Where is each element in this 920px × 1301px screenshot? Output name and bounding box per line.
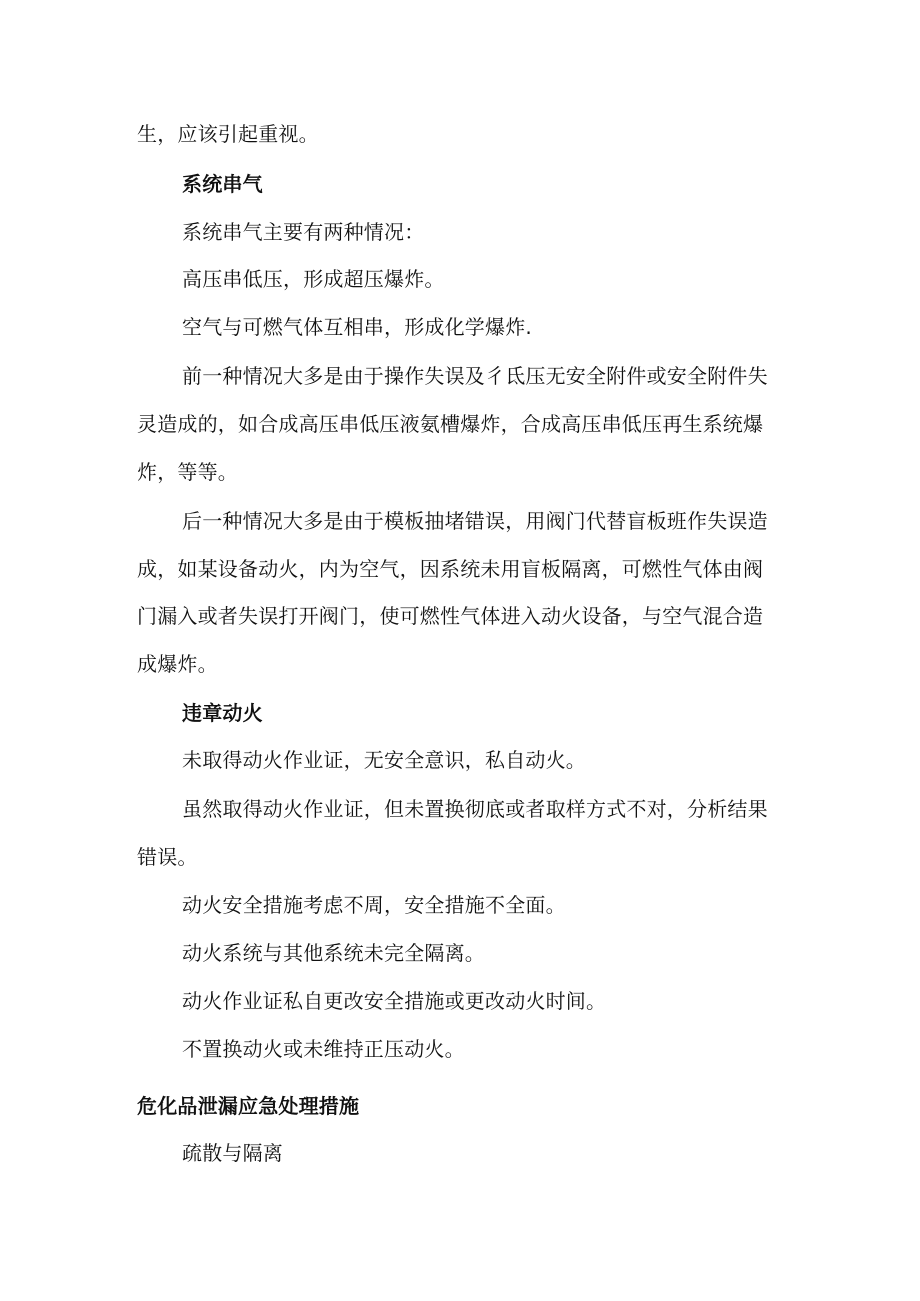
paragraph-line: 疏散与隔离 <box>182 1141 283 1165</box>
paragraph-line: 动火安全措施考虑不周，安全措施不全面。 <box>182 893 566 917</box>
paragraph-line: 前一种情况大多是由于操作失误及彳氐压无安全附件或安全附件失 <box>182 364 768 388</box>
paragraph-line: 错误。 <box>137 845 198 869</box>
paragraph-line: 生，应该引起重视。 <box>137 122 319 146</box>
paragraph-line: 成，如某设备动火，内为空气，因系统未用盲板隔离，可燃性气体由阀 <box>137 557 764 581</box>
paragraph-line: 未取得动火作业证，无安全意识，私自动火。 <box>182 748 586 772</box>
section-heading: 危化品泄漏应急处理措施 <box>137 1094 360 1118</box>
paragraph-line: 门漏入或者失误打开阀门，使可燃性气体进入动火设备，与空气混合造 <box>137 604 764 628</box>
paragraph-line: 系统串气主要有两种情况： <box>182 220 425 244</box>
paragraph-line: 成爆炸。 <box>137 652 218 676</box>
paragraph-line: 不置换动火或未维持正压动火。 <box>182 1037 465 1061</box>
paragraph-line: 高压串低压，形成超压爆炸。 <box>182 267 445 291</box>
paragraph-line: 后一种情况大多是由于模板抽堵错误，用阀门代替盲板班作失误造 <box>182 509 768 533</box>
paragraph-line: 动火作业证私自更改安全措施或更改动火时间。 <box>182 989 607 1013</box>
section-heading: 系统串气 <box>182 172 263 196</box>
paragraph-line: 动火系统与其他系统未完全隔离。 <box>182 941 485 965</box>
paragraph-line: 空气与可燃气体互相串，形成化学爆炸. <box>182 315 532 339</box>
paragraph-line: 虽然取得动火作业证，但未置换彻底或者取样方式不对，分析结果 <box>182 797 768 821</box>
paragraph-line: 炸，等等。 <box>137 460 238 484</box>
paragraph-line: 灵造成的，如合成高压串低压液氨槽爆炸，合成高压串低压再生系统爆 <box>137 412 764 436</box>
section-heading: 违章动火 <box>182 701 263 725</box>
